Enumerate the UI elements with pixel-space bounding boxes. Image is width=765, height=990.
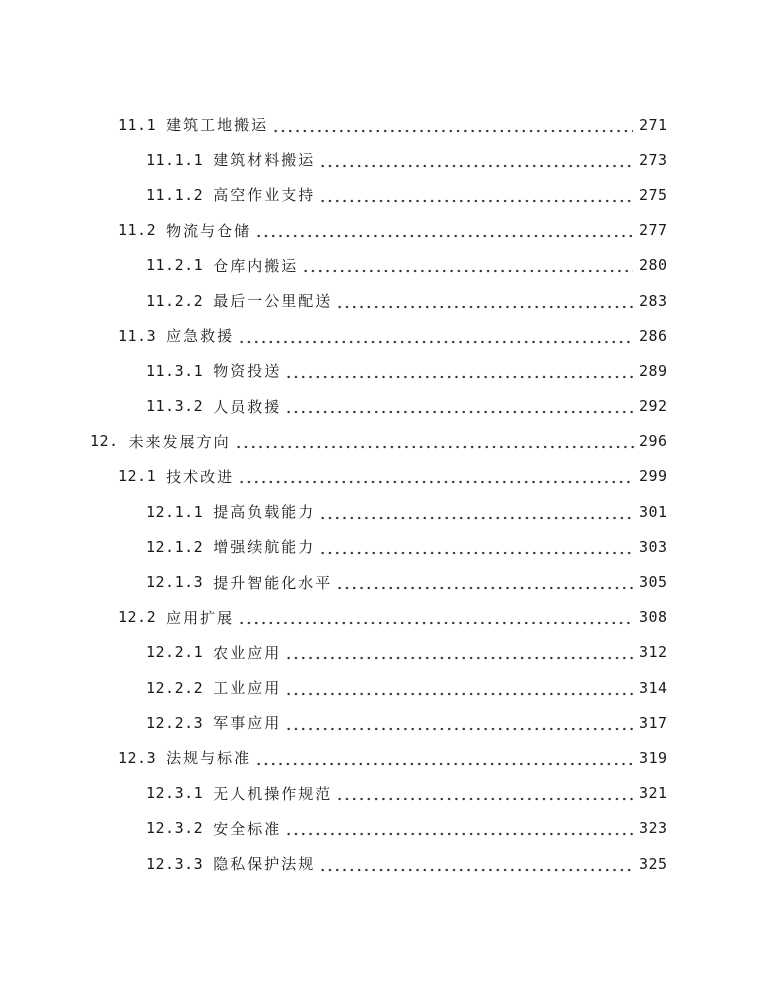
toc-entry-page-number: 325 — [639, 854, 668, 873]
toc-entry-page-number: 312 — [639, 643, 668, 662]
toc-entry-number: 12.1.2 — [146, 537, 204, 556]
toc-entry-title: 技术改进 — [166, 467, 235, 486]
toc-entry-number: 11.3 — [118, 326, 157, 345]
toc-entry-number: 11.1 — [118, 115, 157, 134]
toc-entry-page-number: 299 — [639, 467, 668, 486]
dot-leader — [319, 539, 633, 555]
dot-leader — [285, 715, 633, 731]
dot-leader — [336, 293, 633, 309]
toc-entry-page-number: 286 — [639, 326, 668, 345]
dot-leader — [319, 187, 633, 203]
toc-entry[interactable] — [0, 459, 765, 494]
toc-entry-number: 12. — [90, 432, 119, 451]
dot-leader — [319, 504, 633, 520]
toc-entry-title: 应用扩展 — [166, 608, 235, 627]
toc-entry[interactable] — [0, 811, 765, 846]
toc-entry-title: 提升智能化水平 — [213, 573, 333, 592]
toc-entry[interactable] — [0, 283, 765, 318]
toc-entry-number: 11.2 — [118, 221, 157, 240]
toc-entry[interactable] — [0, 776, 765, 811]
dot-leader — [235, 433, 637, 449]
toc-entry-page-number: 314 — [639, 678, 668, 697]
dot-leader — [238, 609, 633, 625]
toc-entry-title: 物资投送 — [213, 362, 282, 381]
toc-entry-title: 工业应用 — [213, 679, 282, 698]
toc-entry-number: 11.3.2 — [146, 397, 204, 416]
toc-entry-number: 12.3.1 — [146, 784, 204, 803]
dot-leader — [238, 468, 633, 484]
toc-entry[interactable] — [0, 142, 765, 177]
toc-entry[interactable] — [0, 177, 765, 212]
toc-entry-number: 11.1.2 — [146, 185, 204, 204]
dot-leader — [336, 574, 633, 590]
toc-entry-title: 军事应用 — [213, 714, 282, 733]
toc-entry-title: 法规与标准 — [166, 749, 252, 768]
toc-entry-number: 12.1 — [118, 467, 157, 486]
toc-entry[interactable] — [0, 529, 765, 564]
toc-entry-number: 12.1.1 — [146, 502, 204, 521]
dot-leader — [285, 644, 633, 660]
toc-entry-page-number: 292 — [639, 397, 668, 416]
toc-entry-page-number: 323 — [639, 819, 668, 838]
toc-entry[interactable] — [0, 248, 765, 283]
dot-leader — [285, 363, 633, 379]
toc-entry[interactable] — [0, 318, 765, 353]
dot-leader — [319, 856, 633, 872]
toc-entry-page-number: 308 — [639, 608, 668, 627]
toc-entry-title: 隐私保护法规 — [213, 855, 316, 874]
toc-entry-number: 12.2.3 — [146, 713, 204, 732]
dot-leader — [272, 117, 633, 133]
dot-leader — [336, 785, 633, 801]
toc-entry[interactable] — [0, 600, 765, 635]
toc-entry-number: 12.2.1 — [146, 643, 204, 662]
toc-entry-number: 11.2.2 — [146, 291, 204, 310]
toc-entry-title: 应急救援 — [166, 327, 235, 346]
toc-entry-title: 仓库内搬运 — [213, 256, 299, 275]
dot-leader — [285, 820, 633, 836]
toc-entry[interactable] — [0, 389, 765, 424]
toc-entry-title: 人员救援 — [213, 397, 282, 416]
toc-entry-number: 12.2 — [118, 608, 157, 627]
toc-entry[interactable] — [0, 353, 765, 388]
toc-entry-number: 12.3 — [118, 748, 157, 767]
toc-entry-page-number: 280 — [639, 256, 668, 275]
toc-entry-page-number: 277 — [639, 221, 668, 240]
toc-entry-page-number: 271 — [639, 115, 668, 134]
toc-entry-page-number: 305 — [639, 573, 668, 592]
toc-entry-number: 11.1.1 — [146, 150, 204, 169]
toc-entry[interactable] — [0, 705, 765, 740]
toc-entry-page-number: 273 — [639, 150, 668, 169]
toc-entry[interactable] — [0, 846, 765, 881]
toc-entry-title: 增强续航能力 — [213, 538, 316, 557]
toc-entry-page-number: 319 — [639, 748, 668, 767]
toc-entry[interactable] — [0, 107, 765, 142]
toc-entry[interactable] — [0, 213, 765, 248]
toc-entry-title: 未来发展方向 — [128, 432, 231, 451]
toc-entry-page-number: 283 — [639, 291, 668, 310]
toc-entry-page-number: 317 — [639, 713, 668, 732]
toc-entry-page-number: 303 — [639, 537, 668, 556]
table-of-contents — [0, 107, 765, 881]
toc-entry-title: 最后一公里配送 — [213, 292, 333, 311]
toc-entry[interactable] — [0, 424, 765, 459]
toc-entry-title: 提高负载能力 — [213, 503, 316, 522]
toc-entry-page-number: 301 — [639, 502, 668, 521]
toc-entry-number: 11.3.1 — [146, 361, 204, 380]
toc-entry[interactable] — [0, 635, 765, 670]
toc-entry-number: 11.2.1 — [146, 256, 204, 275]
toc-entry-title: 物流与仓储 — [166, 221, 252, 240]
toc-entry-page-number: 296 — [639, 432, 668, 451]
toc-entry-title: 高空作业支持 — [213, 186, 316, 205]
toc-entry-title: 无人机操作规范 — [213, 784, 333, 803]
toc-entry[interactable] — [0, 564, 765, 599]
dot-leader — [302, 257, 633, 273]
toc-entry-title: 建筑材料搬运 — [213, 151, 316, 170]
dot-leader — [255, 222, 633, 238]
toc-entry-number: 12.3.3 — [146, 854, 204, 873]
dot-leader — [255, 750, 633, 766]
toc-entry[interactable] — [0, 740, 765, 775]
dot-leader — [285, 680, 633, 696]
dot-leader — [238, 328, 633, 344]
toc-entry-title: 安全标准 — [213, 819, 282, 838]
toc-entry[interactable] — [0, 494, 765, 529]
toc-entry-page-number: 321 — [639, 784, 668, 803]
toc-entry-page-number: 289 — [639, 361, 668, 380]
toc-entry-number: 12.1.3 — [146, 573, 204, 592]
toc-entry-number: 12.2.2 — [146, 678, 204, 697]
dot-leader — [319, 152, 633, 168]
toc-entry[interactable] — [0, 670, 765, 705]
toc-entry-title: 农业应用 — [213, 643, 282, 662]
toc-entry-title: 建筑工地搬运 — [166, 116, 269, 135]
toc-entry-number: 12.3.2 — [146, 819, 204, 838]
dot-leader — [285, 398, 633, 414]
toc-entry-page-number: 275 — [639, 185, 668, 204]
